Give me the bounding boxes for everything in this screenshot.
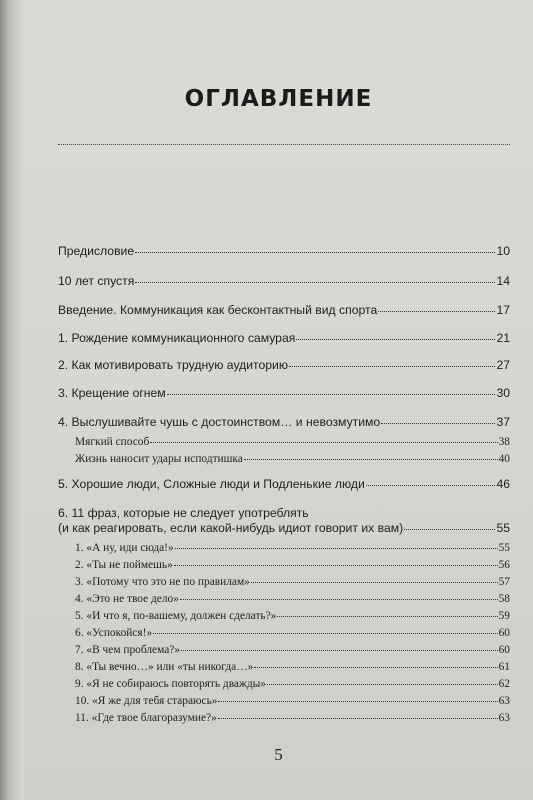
toc-entry bbox=[58, 331, 510, 345]
toc-leader-dots bbox=[289, 366, 495, 367]
toc-subentry bbox=[75, 661, 510, 673]
toc-entry bbox=[58, 303, 510, 317]
toc-entry-page: 30 bbox=[496, 386, 510, 400]
toc-entry-page: 10 bbox=[496, 244, 510, 258]
toc-subentry-page: 60 bbox=[498, 627, 510, 639]
toc-entry-page: 14 bbox=[496, 274, 510, 288]
toc-leader-dots bbox=[135, 252, 495, 253]
toc-subentry-page: 61 bbox=[498, 661, 510, 673]
toc-leader-dots bbox=[267, 684, 498, 685]
toc-entry-page: 21 bbox=[496, 331, 510, 345]
toc-entry-label: 1. Рождение коммуникационного самурая bbox=[58, 331, 296, 345]
toc-subentry-label: 1. «А ну, иди сюда!» bbox=[75, 542, 174, 554]
toc-subentry-page: 63 bbox=[498, 712, 510, 724]
toc-entry-page: 55 bbox=[496, 521, 510, 535]
toc-subentry-page: 38 bbox=[498, 436, 510, 448]
toc-subentry bbox=[75, 610, 510, 622]
toc-subentry-label: 9. «Я не собираюсь повторять дважды» bbox=[75, 678, 266, 690]
toc-subentry-label: 6. «Успокойся!» bbox=[75, 627, 153, 639]
page-title: ОГЛАВЛЕНИЕ bbox=[184, 86, 373, 112]
toc-entry-label: 3. Крещение огнем bbox=[58, 386, 166, 400]
toc-entry-page: 27 bbox=[496, 358, 510, 372]
toc-leader-dots bbox=[404, 529, 495, 530]
toc-subentry bbox=[75, 436, 510, 448]
toc-leader-dots bbox=[167, 394, 496, 395]
toc-subentry-label: 7. «В чем проблема?» bbox=[75, 644, 181, 656]
toc-subentry-page: 58 bbox=[498, 593, 510, 605]
toc-leader-dots bbox=[378, 311, 495, 312]
toc-subentry-label: Жизнь наносит удары исподтишка bbox=[75, 453, 243, 465]
toc-leader-dots bbox=[181, 650, 498, 651]
toc-leader-dots bbox=[244, 459, 498, 460]
toc-entry bbox=[58, 521, 510, 535]
toc-subentry-label: 10. «Я же для тебя стараюсь» bbox=[75, 695, 218, 707]
toc-leader-dots bbox=[153, 633, 497, 634]
toc-leader-dots bbox=[277, 616, 497, 617]
toc-leader-dots bbox=[381, 423, 495, 424]
toc-subentry bbox=[75, 593, 510, 605]
toc-entry-page: 46 bbox=[496, 477, 510, 491]
toc-subentry-page: 63 bbox=[498, 695, 510, 707]
toc-leader-dots bbox=[174, 565, 498, 566]
toc-subentry-label: Мягкий способ bbox=[75, 436, 150, 448]
toc-subentry-label: 3. «Потому что это не по правилам» bbox=[75, 576, 250, 588]
toc-entry-label: (и как реагировать, если какой-нибудь идиот говорит их вам) bbox=[58, 521, 404, 535]
toc-entry bbox=[58, 274, 510, 288]
toc-leader-dots bbox=[180, 599, 498, 600]
toc-leader-dots bbox=[296, 339, 495, 340]
toc-subentry-label: 8. «Ты вечно…» или «ты никогда…» bbox=[75, 661, 254, 673]
toc-subentry bbox=[75, 627, 510, 639]
toc-subentry-page: 56 bbox=[498, 559, 510, 571]
toc-subentry bbox=[75, 678, 510, 690]
toc-subentry bbox=[75, 695, 510, 707]
toc-entry bbox=[58, 415, 510, 429]
toc-subentry-label: 11. «Где твое благоразумие?» bbox=[75, 712, 217, 724]
toc-subentry bbox=[75, 559, 510, 571]
toc-entry-label: 4. Выслушивайте чушь с достоинством… и невозмутимо bbox=[58, 415, 381, 429]
toc-subentry-page: 55 bbox=[498, 542, 510, 554]
toc-subentry-label: 4. «Это не твое дело» bbox=[75, 593, 179, 605]
toc-subentry-page: 40 bbox=[498, 453, 510, 465]
toc-leader-dots bbox=[254, 667, 497, 668]
book-page bbox=[24, 0, 533, 800]
toc-leader-dots bbox=[218, 701, 497, 702]
toc-subentry-label: 2. «Ты не поймешь» bbox=[75, 559, 173, 571]
title-divider bbox=[58, 144, 510, 145]
toc-entry-label-first-line: 6. 11 фраз, которые не следует употреблять bbox=[58, 506, 309, 520]
toc-subentry-page: 57 bbox=[498, 576, 510, 588]
toc-entry-label: 10 лет спустя bbox=[58, 274, 135, 288]
toc-entry bbox=[58, 477, 510, 491]
toc-entry bbox=[58, 386, 510, 400]
toc-subentry bbox=[75, 542, 510, 554]
toc-subentry-page: 60 bbox=[498, 644, 510, 656]
toc-leader-dots bbox=[150, 442, 497, 443]
toc-entry bbox=[58, 358, 510, 372]
book-spine-shadow bbox=[0, 0, 24, 800]
toc-subentry bbox=[75, 576, 510, 588]
toc-leader-dots bbox=[135, 282, 495, 283]
toc-leader-dots bbox=[218, 718, 498, 719]
toc-entry-label: Введение. Коммуникация как бесконтактный вид спорта bbox=[58, 303, 378, 317]
toc-entry-page: 37 bbox=[496, 415, 510, 429]
toc-subentry bbox=[75, 453, 510, 465]
toc-entry-label: 5. Хорошие люди, Сложные люди и Подленькие люди bbox=[58, 477, 365, 491]
toc-leader-dots bbox=[175, 548, 498, 549]
toc-subentry-page: 59 bbox=[498, 610, 510, 622]
toc-subentry bbox=[75, 712, 510, 724]
toc-subentry bbox=[75, 644, 510, 656]
toc-subentry-page: 62 bbox=[498, 678, 510, 690]
toc-entry-label: Предисловие bbox=[58, 244, 135, 258]
page-number: 5 bbox=[274, 745, 283, 764]
toc-leader-dots bbox=[251, 582, 498, 583]
toc-subentry-label: 5. «И что я, по-вашему, должен сделать?» bbox=[75, 610, 277, 622]
toc-entry bbox=[58, 244, 510, 258]
toc-leader-dots bbox=[366, 485, 496, 486]
toc-entry-label: 2. Как мотивировать трудную аудиторию bbox=[58, 358, 289, 372]
toc-entry-page: 17 bbox=[496, 303, 510, 317]
